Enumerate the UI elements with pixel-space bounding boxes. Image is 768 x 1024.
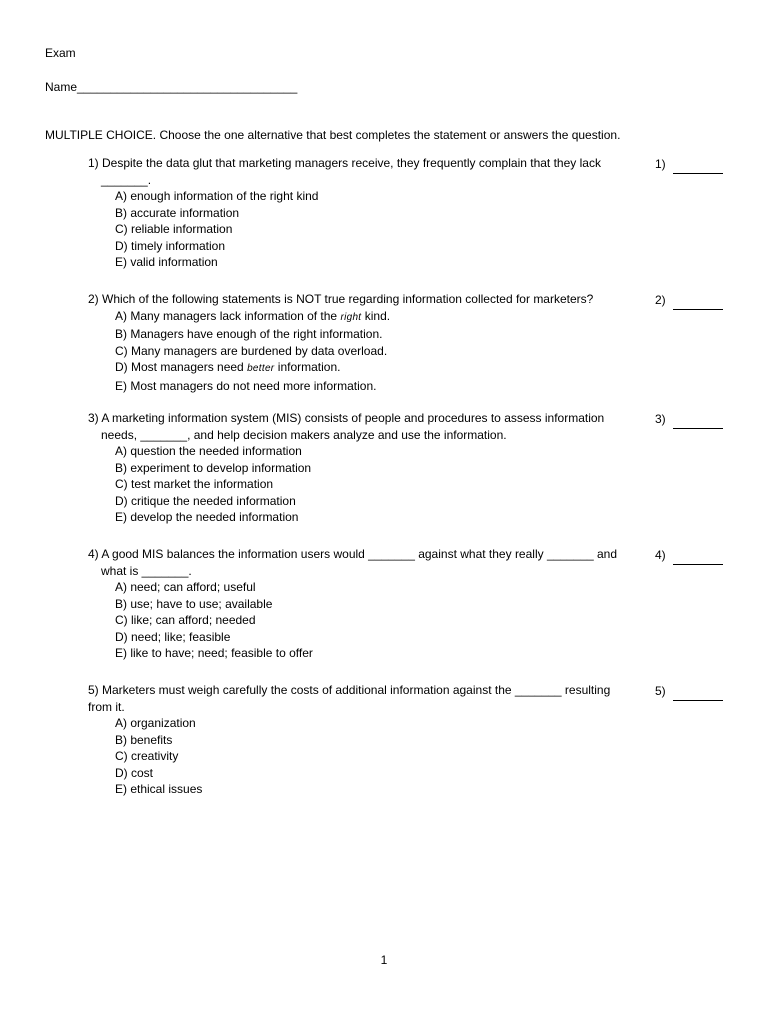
option-e[interactable]: E) ethical issues (115, 782, 203, 796)
answer-blank-3[interactable] (673, 428, 723, 429)
option-c[interactable]: C) like; can afford; needed (115, 613, 256, 627)
option-a[interactable]: A) enough information of the right kind (115, 189, 319, 203)
name-field[interactable]: Name_________________________________ (45, 80, 298, 94)
question-5 (88, 682, 648, 798)
option-e[interactable]: E) develop the needed information (115, 510, 299, 524)
answer-blank-5[interactable] (673, 700, 723, 701)
answer-options (115, 443, 648, 526)
question-stem: 2) Which of the following statements is NOT true regarding information collected for marketers? (88, 292, 594, 306)
option-e[interactable]: E) Most managers do not need more information. (115, 378, 377, 393)
answer-number-5: 5) (655, 684, 666, 698)
question-3 (88, 410, 648, 526)
question-stem: 4) A good MIS balances the information users would _______ against what they really _______ and (88, 547, 618, 561)
option-d-tail: information. (274, 360, 341, 374)
question-stem: 5) Marketers must weigh carefully the costs of additional information against the _______ resulting (88, 683, 611, 697)
answer-options (115, 188, 648, 271)
option-e[interactable]: E) valid information (115, 255, 218, 269)
answer-blank-1[interactable] (673, 173, 723, 174)
answer-blank-4[interactable] (673, 564, 723, 565)
option-d[interactable]: D) critique the needed information (115, 493, 296, 508)
answer-number-1: 1) (655, 157, 666, 171)
question-2 (88, 291, 648, 394)
option-a[interactable]: A) need; can afford; useful (115, 580, 256, 594)
option-b[interactable]: B) benefits (115, 732, 173, 747)
option-c[interactable]: C) Many managers are burdened by data overload. (115, 343, 388, 358)
answer-options (115, 715, 648, 798)
option-d-emphasis: better (247, 363, 275, 374)
option-a-text: A) Many managers lack information of the (115, 308, 341, 323)
option-a[interactable]: A) question the needed information (115, 444, 302, 458)
page-number: 1 (380, 953, 388, 967)
option-a-tail: kind. (361, 308, 391, 323)
question-stem-cont: _______. (101, 172, 152, 187)
option-c[interactable]: C) test market the information (115, 477, 274, 491)
question-stem: 3) A marketing information system (MIS) consists of people and procedures to assess information (88, 411, 605, 425)
option-a[interactable] (115, 308, 648, 327)
answer-number-2: 2) (655, 293, 666, 307)
option-a-emphasis: right (340, 311, 362, 323)
option-e[interactable]: E) like to have; need; feasible to offer (115, 646, 313, 660)
option-c[interactable]: C) creativity (115, 749, 179, 763)
option-d[interactable] (115, 359, 648, 378)
option-d[interactable]: D) timely information (115, 238, 226, 253)
option-b[interactable]: B) Managers have enough of the right information. (115, 327, 383, 341)
question-stem-cont: from it. (88, 699, 125, 714)
question-stem-cont: what is _______. (101, 563, 192, 578)
exam-label: Exam (45, 46, 76, 60)
answer-options (115, 579, 648, 662)
question-stem-cont: needs, _______, and help decision makers analyze and use the information. (101, 427, 507, 442)
option-b[interactable]: B) experiment to develop information (115, 460, 312, 475)
answer-number-4: 4) (655, 548, 666, 562)
question-4 (88, 546, 648, 662)
option-b[interactable]: B) accurate information (115, 205, 240, 220)
option-c[interactable]: C) reliable information (115, 222, 233, 236)
option-a[interactable]: A) organization (115, 716, 196, 730)
answer-number-3: 3) (655, 412, 666, 426)
instructions: MULTIPLE CHOICE. Choose the one alternative that best completes the statement or answers the question. (45, 128, 621, 142)
option-d[interactable]: D) cost (115, 765, 154, 780)
question-stem: 1) Despite the data glut that marketing managers receive, they frequently complain that they lack (88, 156, 601, 170)
option-d[interactable]: D) need; like; feasible (115, 629, 231, 644)
answer-blank-2[interactable] (673, 309, 723, 310)
option-d-text: D) Most managers need (115, 360, 248, 374)
answer-options (115, 308, 648, 395)
question-1 (88, 155, 648, 271)
option-b[interactable]: B) use; have to use; available (115, 596, 273, 611)
